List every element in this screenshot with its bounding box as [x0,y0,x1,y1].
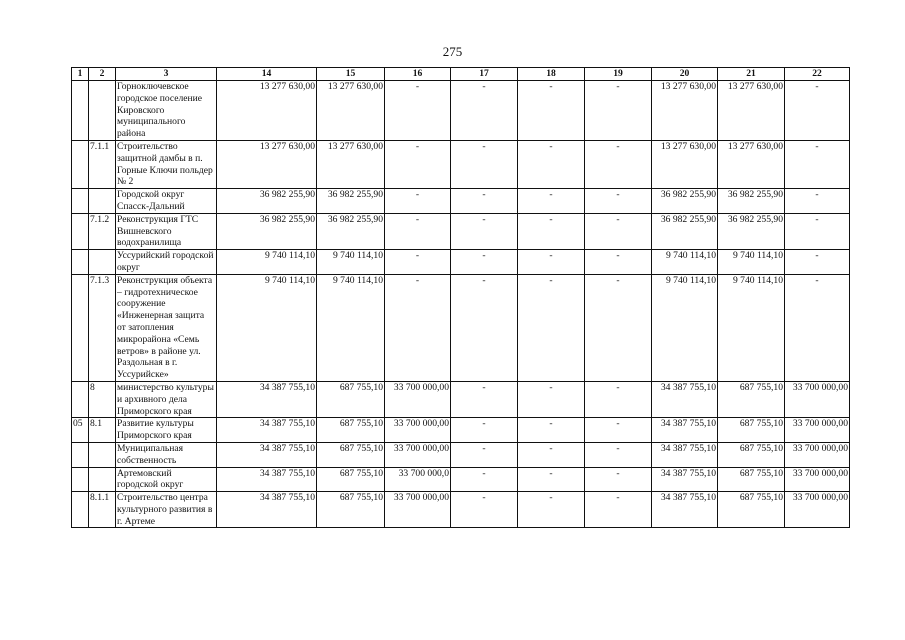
cell-col-22: 33 700 000,00 [785,442,850,467]
cell-col-14: 36 982 255,90 [217,189,317,214]
column-header: 21 [718,68,785,81]
cell-col-16: - [385,250,451,275]
cell-code [89,467,116,492]
table-row [72,189,850,214]
table-body [72,81,850,528]
cell-col-15: 687 755,10 [317,492,385,528]
cell-section [72,140,89,188]
cell-col-16: 33 700 000,00 [385,381,451,417]
cell-code: 7.1.1 [89,140,116,188]
cell-col-14: 34 387 755,10 [217,442,317,467]
cell-col-16: 33 700 000,00 [385,442,451,467]
cell-col-21: 13 277 630,00 [718,140,785,188]
cell-col-21: 687 755,10 [718,467,785,492]
cell-section [72,213,89,249]
page-number: 275 [442,44,463,59]
table-row [72,467,850,492]
table-row [72,442,850,467]
cell-col-14: 34 387 755,10 [217,381,317,417]
cell-name: Муниципальная собственность [116,442,217,467]
cell-col-21: 687 755,10 [718,418,785,443]
cell-section: 05 [72,418,89,443]
cell-col-15: 687 755,10 [317,442,385,467]
cell-col-20: 36 982 255,90 [652,189,718,214]
cell-col-21: 9 740 114,10 [718,274,785,381]
cell-col-15: 687 755,10 [317,467,385,492]
cell-col-22: - [785,189,850,214]
cell-col-18: - [518,189,585,214]
column-header: 14 [217,68,317,81]
cell-code: 8 [89,381,116,417]
cell-section [72,250,89,275]
table-row [72,140,850,188]
cell-col-22: - [785,140,850,188]
cell-col-19: - [585,189,652,214]
cell-col-14: 34 387 755,10 [217,492,317,528]
cell-col-14: 34 387 755,10 [217,467,317,492]
cell-col-17: - [451,81,518,141]
cell-col-16: - [385,189,451,214]
cell-name: Строительство защитной дамбы в п. Горные Ключи польдер № 2 [116,140,217,188]
cell-code: 7.1.3 [89,274,116,381]
cell-col-18: - [518,81,585,141]
column-header: 16 [385,68,451,81]
cell-col-18: - [518,467,585,492]
cell-col-19: - [585,250,652,275]
cell-col-20: 9 740 114,10 [652,274,718,381]
cell-col-14: 13 277 630,00 [217,81,317,141]
cell-col-20: 13 277 630,00 [652,81,718,141]
cell-col-15: 9 740 114,10 [317,250,385,275]
cell-code: 8.1 [89,418,116,443]
cell-code: 8.1.1 [89,492,116,528]
cell-col-19: - [585,140,652,188]
table-row [72,213,850,249]
cell-col-19: - [585,418,652,443]
table-row [72,492,850,528]
cell-col-21: 687 755,10 [718,492,785,528]
cell-col-20: 36 982 255,90 [652,213,718,249]
cell-section [72,442,89,467]
column-header: 2 [89,68,116,81]
cell-name: Горноключевское городское поселение Кировского муниципального района [116,81,217,141]
column-header: 15 [317,68,385,81]
cell-col-22: - [785,213,850,249]
cell-col-21: 13 277 630,00 [718,81,785,141]
cell-col-17: - [451,492,518,528]
cell-name: Реконструкция объекта – гидротехническое сооружение «Инженерная защита от затопления микрорайона «Семь ветров» в районе ул. Раздольная в г. Уссурийске» [116,274,217,381]
table-row [72,418,850,443]
cell-col-16: - [385,81,451,141]
column-header: 18 [518,68,585,81]
table-row [72,381,850,417]
column-header: 1 [72,68,89,81]
cell-col-22: 33 700 000,00 [785,418,850,443]
budget-table [71,67,850,528]
cell-col-18: - [518,492,585,528]
cell-col-22: - [785,250,850,275]
cell-col-15: 687 755,10 [317,418,385,443]
cell-col-17: - [451,140,518,188]
cell-col-15: 13 277 630,00 [317,140,385,188]
cell-col-16: 33 700 000,00 [385,492,451,528]
cell-code [89,442,116,467]
cell-col-15: 13 277 630,00 [317,81,385,141]
cell-col-21: 9 740 114,10 [718,250,785,275]
cell-col-15: 9 740 114,10 [317,274,385,381]
cell-code [89,250,116,275]
cell-col-16: - [385,213,451,249]
column-header: 20 [652,68,718,81]
cell-section [72,274,89,381]
cell-col-16: 33 700 000,00 [385,418,451,443]
cell-col-14: 9 740 114,10 [217,250,317,275]
cell-col-21: 36 982 255,90 [718,213,785,249]
cell-code [89,81,116,141]
column-header: 17 [451,68,518,81]
header-row [72,68,850,81]
cell-name: Развитие культуры Приморского края [116,418,217,443]
cell-col-17: - [451,250,518,275]
cell-col-14: 34 387 755,10 [217,418,317,443]
cell-section [72,467,89,492]
cell-col-17: - [451,189,518,214]
cell-col-14: 36 982 255,90 [217,213,317,249]
cell-name: Городской округ Спасск-Дальний [116,189,217,214]
cell-code: 7.1.2 [89,213,116,249]
cell-col-19: - [585,81,652,141]
cell-section [72,381,89,417]
column-header: 22 [785,68,850,81]
cell-name: Артемовский городской округ [116,467,217,492]
cell-col-18: - [518,418,585,443]
cell-name: министерство культуры и архивного дела Приморского края [116,381,217,417]
cell-col-20: 13 277 630,00 [652,140,718,188]
cell-col-16: - [385,274,451,381]
cell-col-17: - [451,467,518,492]
cell-col-19: - [585,274,652,381]
cell-col-18: - [518,274,585,381]
cell-col-21: 687 755,10 [718,442,785,467]
cell-col-17: - [451,274,518,381]
cell-col-17: - [451,381,518,417]
cell-col-16: 33 700 000,0 [385,467,451,492]
table-row [72,81,850,141]
cell-col-19: - [585,442,652,467]
cell-section [72,189,89,214]
cell-col-21: 36 982 255,90 [718,189,785,214]
table-row [72,250,850,275]
table-header [72,68,850,81]
column-header: 19 [585,68,652,81]
cell-col-18: - [518,250,585,275]
cell-col-22: - [785,81,850,141]
column-header: 3 [116,68,217,81]
cell-col-22: - [785,274,850,381]
cell-col-22: 33 700 000,00 [785,381,850,417]
cell-col-20: 34 387 755,10 [652,381,718,417]
cell-col-15: 687 755,10 [317,381,385,417]
cell-col-20: 34 387 755,10 [652,442,718,467]
cell-name: Строительство центра культурного развития в г. Артеме [116,492,217,528]
cell-col-17: - [451,418,518,443]
cell-section [72,492,89,528]
cell-col-18: - [518,140,585,188]
cell-col-18: - [518,442,585,467]
cell-col-20: 34 387 755,10 [652,418,718,443]
cell-col-22: 33 700 000,00 [785,492,850,528]
cell-col-14: 9 740 114,10 [217,274,317,381]
cell-col-18: - [518,213,585,249]
cell-col-15: 36 982 255,90 [317,213,385,249]
cell-code [89,189,116,214]
cell-col-20: 34 387 755,10 [652,492,718,528]
cell-col-20: 9 740 114,10 [652,250,718,275]
cell-col-19: - [585,381,652,417]
cell-col-19: - [585,467,652,492]
cell-section [72,81,89,141]
cell-col-19: - [585,213,652,249]
cell-col-17: - [451,213,518,249]
cell-col-16: - [385,140,451,188]
cell-col-17: - [451,442,518,467]
cell-col-15: 36 982 255,90 [317,189,385,214]
cell-name: Уссурийский городской округ [116,250,217,275]
cell-col-22: 33 700 000,00 [785,467,850,492]
cell-col-14: 13 277 630,00 [217,140,317,188]
cell-name: Реконструкция ГТС Вишневского водохранилища [116,213,217,249]
cell-col-19: - [585,492,652,528]
cell-col-18: - [518,381,585,417]
cell-col-21: 687 755,10 [718,381,785,417]
table-row [72,274,850,381]
cell-col-20: 34 387 755,10 [652,467,718,492]
